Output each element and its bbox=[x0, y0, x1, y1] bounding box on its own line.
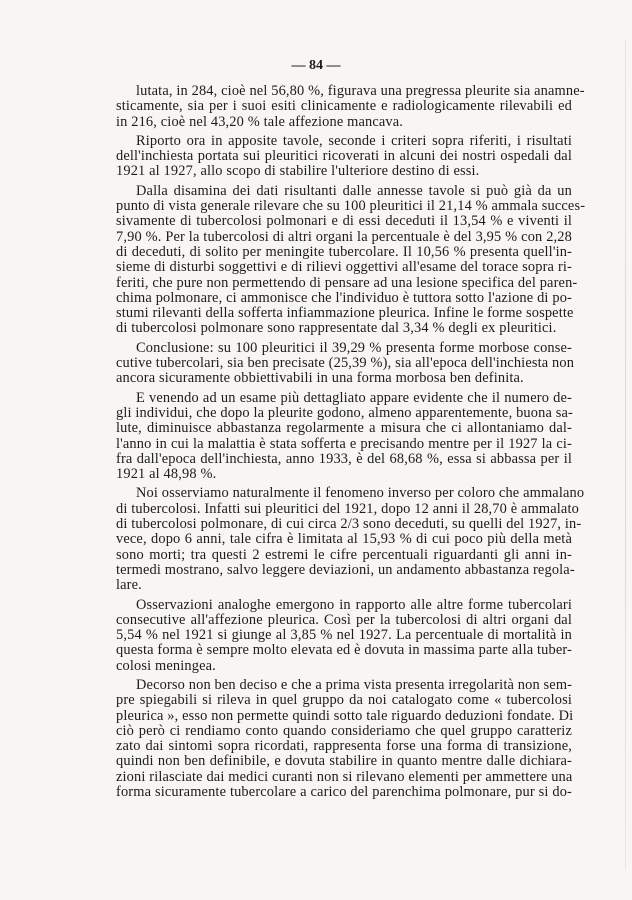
text-line: 7,90 %. Per la tubercolosi di altri organi la percentuale è del 3,95 % con 2,28 bbox=[116, 228, 572, 245]
text-line: lare. bbox=[116, 577, 142, 594]
text-line: Noi osserviamo naturalmente il fenomeno inverso per coloro che ammalano bbox=[136, 485, 585, 502]
text-line: di deceduti, di solito per meningite tubercolare. Il 10,56 % presenta quell'in- bbox=[116, 243, 572, 260]
text-line: 5,54 % nel 1921 si giunge al 3,85 % nel 1927. La percentuale di mortalità in bbox=[116, 627, 572, 644]
text-line: Conclusione: su 100 pleuritici il 39,29 % presenta forme morbose conse- bbox=[136, 339, 572, 356]
text-line: ancora sicuramente obbiettivabili in una forma morbosa ben definita. bbox=[116, 370, 524, 387]
text-line: feriti, che pure non permettendo di pensare ad una lesione specifica del paren- bbox=[116, 274, 578, 291]
paragraph bbox=[116, 182, 586, 337]
text-line: zato dai sintomi sopra ricordati, rappresenta forse una forma di transizione, bbox=[116, 738, 572, 755]
text-line: l'anno in cui la malattia è stata sofferta e precisando mentre per il 1927 la ci- bbox=[116, 435, 572, 452]
text-line: sivamente di tubercolosi polmonari e di essi deceduti il 13,54 % e viventi il bbox=[116, 213, 572, 230]
text-line: di tubercolosi polmonare, di cui circa 2/3 sono deceduti, su quelli del 1927, in- bbox=[116, 516, 582, 533]
text-line: termedi mostrano, salvo leggere deviazioni, un andamento abbastanza regola- bbox=[116, 561, 575, 578]
text-line: sieme di disturbi soggettivi e di rilievi oggettivi all'esame del torace sopra ri- bbox=[116, 259, 572, 276]
text-line: sticamente, sia per i suoi esiti clinicamente e radiologicamente rilevabili ed bbox=[116, 98, 572, 115]
body-text bbox=[116, 83, 586, 804]
text-line: fra dall'epoca dell'inchiesta, anno 1933, è del 68,68 %, essa si abbassa per il bbox=[116, 450, 572, 467]
text-line: di tubercolosi. Infatti sui pleuritici del 1921, dopo 12 anni il 28,70 è ammalato bbox=[116, 500, 579, 517]
text-line: cutive tubercolari, sia ben precisate (25,39 %), sia all'epoca dell'inchiesta non bbox=[116, 355, 575, 372]
text-line: pre spiegabili si rileva in quel gruppo da noi catalogato come « tubercolosi bbox=[116, 692, 572, 709]
text-line: sono morti; tra questi 2 estremi le cifre percentuali riguardanti gli anni in- bbox=[116, 546, 572, 563]
text-line: gli individui, che dopo la pleurite godono, almeno apparentemente, buona sa- bbox=[116, 404, 573, 421]
text-line: vece, dopo 6 anni, tale cifra è limitata al 15,93 % di cui poco più della metà bbox=[116, 531, 572, 548]
text-line: colosi meningea. bbox=[116, 657, 216, 674]
text-line: lute, diminuisce abbastanza regolarmente a misura che ci allontaniamo dal- bbox=[116, 420, 572, 437]
paragraph bbox=[116, 83, 585, 130]
text-line: dell'inchiesta portata sui pleuritici ricoverati in alcuni dei nostri ospedali dal bbox=[116, 148, 572, 165]
paragraph bbox=[116, 678, 572, 800]
text-line: lutata, in 284, cioè nel 56,80 %, figurava una pregressa pleurite sia anamne- bbox=[136, 83, 585, 99]
text-line: forma sicuramente tubercolare a carico del parenchima polmonare, pur si do- bbox=[116, 784, 572, 801]
page-number: — 84 — bbox=[291, 58, 341, 73]
paragraph bbox=[116, 339, 575, 387]
text-line: chima polmonare, ci ammonisce che l'individuo è tuttora sotto l'azione di po- bbox=[116, 289, 572, 306]
text-line: pleurica », esso non permette quindi sotto tale riguardo deduzioni fondate. Di bbox=[116, 707, 574, 724]
paragraph bbox=[116, 598, 572, 674]
text-line: E venendo ad un esame più dettagliato appare evidente che il numero de- bbox=[136, 389, 572, 406]
text-line: consecutive all'affezione pleurica. Così per la tubercolosi di altri organi dal bbox=[116, 611, 572, 628]
text-line: 1921 al 48,98 %. bbox=[116, 466, 217, 483]
text-line: zioni rilasciate dai medici curanti non si rilevano elementi per ammettere una bbox=[116, 768, 573, 785]
text-line: in 216, cioè nel 43,20 % tale affezione mancava. bbox=[116, 113, 404, 130]
text-line: Decorso non ben deciso e che a prima vista presenta irregolarità non sem- bbox=[136, 676, 573, 693]
text-line: Osservazioni analoghe emergono in rapporto alle altre forme tubercolari bbox=[136, 596, 572, 613]
text-line: di tubercolosi polmonare sono rappresentate dal 3,34 % degli ex pleuritici. bbox=[116, 320, 557, 337]
text-line: 1921 al 1927, allo scopo di stabilire l'ulteriore destino di essi. bbox=[116, 163, 480, 180]
text-line: Dalla disamina dei dati risultanti dalle annesse tavole si può già da un bbox=[136, 182, 572, 199]
text-line: ciò però ci rendiamo conto quando consideriamo che quel gruppo caratteriz bbox=[116, 722, 572, 739]
paragraph bbox=[116, 134, 572, 180]
text-line: questa forma è sempre molto elevata ed è dovuta in massima parte alla tuber- bbox=[116, 642, 572, 659]
text-line: Riporto ora in apposite tavole, seconde i criteri sopra riferiti, i risultati bbox=[136, 132, 572, 149]
text-line: quindi non ben definibile, e dovuta stabilire in quanto mentre dalle dichiara- bbox=[116, 753, 572, 770]
text-line: punto di vista generale rilevare che su 100 pleuritici il 21,14 % ammala succes- bbox=[116, 198, 586, 215]
scan-edge-shadow bbox=[625, 40, 626, 870]
paragraph bbox=[116, 391, 572, 483]
text-line: stumi rilevanti della sofferta infiammazione pleurica. Infine le forme sospette bbox=[116, 305, 574, 322]
paragraph bbox=[116, 485, 585, 594]
